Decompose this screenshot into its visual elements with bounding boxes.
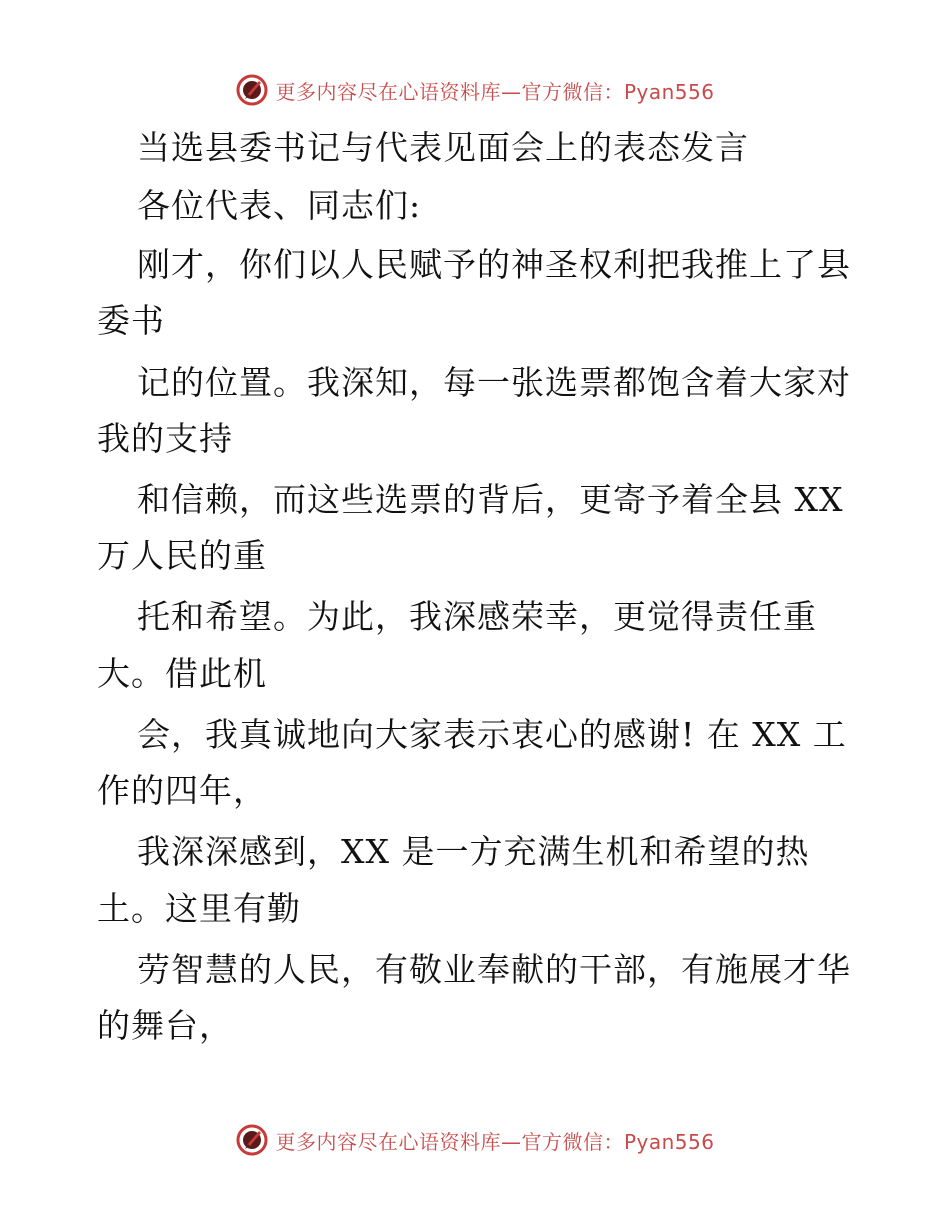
quill-seal-logo-icon [235, 1123, 269, 1157]
text-line: 大。借此机 [97, 654, 267, 693]
text-line: 委书 [97, 301, 165, 340]
header-watermark-banner [0, 70, 950, 110]
salutation: 各位代表、同志们: [137, 186, 422, 225]
text-line: 作的四年， [97, 771, 267, 810]
text-line: 的舞台， [97, 1006, 233, 1045]
quill-seal-logo-icon [235, 73, 269, 107]
text-line: 我深深感到，XX 是一方充满生机和希望的热 [137, 832, 810, 871]
text-line: 我的支持 [97, 419, 233, 458]
text-line: 托和希望。为此，我深感荣幸，更觉得责任重 [137, 597, 817, 636]
text-line: 刚才，你们以人民赋予的神圣权利把我推上了县 [137, 245, 851, 284]
text-line: 土。这里有勤 [97, 889, 301, 928]
watermark-text: 更多内容尽在心语资料库—官方微信：Pyan556 [275, 1129, 715, 1154]
watermark-text: 更多内容尽在心语资料库—官方微信：Pyan556 [275, 79, 715, 104]
text-line: 会，我真诚地向大家表示衷心的感谢! 在 XX 工 [137, 715, 847, 754]
text-line: 和信赖，而这些选票的背后，更寄予着全县 XX [137, 480, 844, 519]
text-line: 万人民的重 [97, 536, 267, 575]
text-line: 记的位置。我深知，每一张选票都饱含着大家对 [137, 363, 851, 402]
document-title: 当选县委书记与代表见面会上的表态发言 [137, 128, 749, 167]
footer-watermark-banner [0, 1120, 950, 1160]
text-line: 劳智慧的人民，有敬业奉献的干部，有施展才华 [137, 950, 851, 989]
